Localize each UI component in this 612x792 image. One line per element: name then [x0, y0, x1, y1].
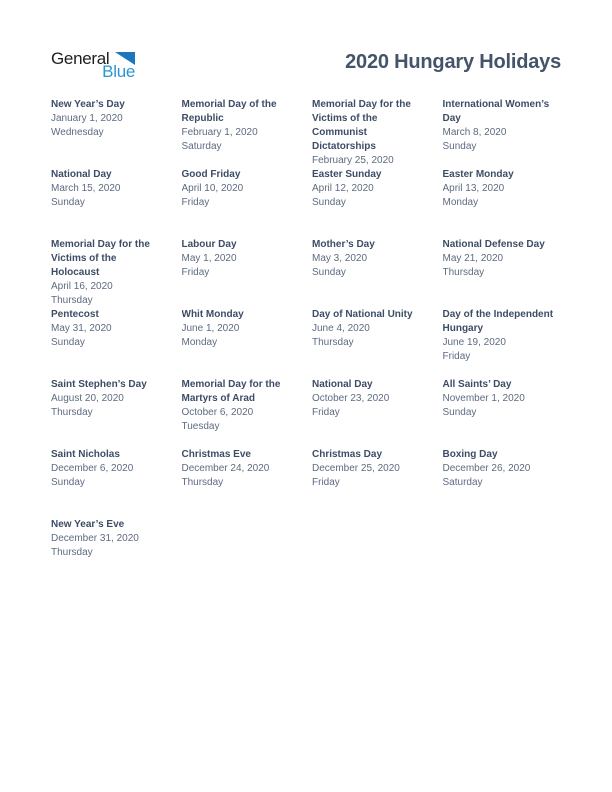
logo-text-blue: Blue [102, 62, 135, 81]
holiday-cell [312, 308, 424, 378]
holiday-cell [51, 98, 163, 168]
holiday-cell [443, 98, 555, 168]
holiday-date: February 25, 2020 [312, 155, 394, 166]
holiday-name: National Defense Day [442, 239, 545, 250]
holiday-cell [312, 448, 424, 518]
holiday-weekday: Sunday [312, 197, 346, 208]
holiday-date: January 1, 2020 [51, 113, 123, 124]
holiday-name: Whit Monday [181, 309, 244, 320]
holiday-name: All Saints’ Day [442, 379, 512, 390]
holiday-cell [182, 238, 294, 308]
holiday-cell [443, 238, 555, 308]
holiday-name: Good Friday [181, 169, 241, 180]
holiday-weekday: Saturday [442, 477, 483, 488]
holiday-date: December 31, 2020 [51, 533, 139, 544]
holiday-name: International Women’s Day [442, 99, 550, 124]
holiday-weekday: Thursday [312, 337, 354, 348]
holiday-weekday: Monday [181, 337, 218, 348]
holiday-date: April 13, 2020 [442, 183, 505, 194]
holiday-name: National Day [312, 379, 373, 390]
holiday-cell [182, 448, 294, 518]
holiday-weekday: Sunday [442, 141, 477, 152]
holiday-weekday: Friday [312, 407, 340, 418]
holiday-weekday: Thursday [51, 407, 93, 418]
holiday-weekday: Friday [442, 351, 471, 362]
holiday-date: October 23, 2020 [312, 393, 390, 404]
logo-text-general: General [51, 49, 110, 68]
holiday-name: Boxing Day [442, 449, 498, 460]
holiday-date: April 10, 2020 [181, 183, 244, 194]
holiday-weekday: Sunday [51, 337, 85, 348]
page-title: 2020 Hungary Holidays [345, 51, 561, 73]
holiday-cell [443, 378, 555, 448]
holiday-cell [443, 448, 555, 518]
holiday-weekday: Sunday [442, 407, 477, 418]
holiday-date: May 21, 2020 [442, 253, 504, 264]
general-blue-logo [51, 50, 135, 82]
holiday-date: February 1, 2020 [181, 127, 258, 138]
holiday-name: Memorial Day of the Republic [181, 99, 277, 124]
holiday-weekday: Thursday [51, 295, 93, 306]
holiday-date: June 1, 2020 [181, 323, 240, 334]
holiday-date: April 12, 2020 [312, 183, 374, 194]
holiday-name: Easter Monday [442, 169, 514, 180]
holiday-name: Saint Nicholas [51, 449, 120, 460]
holiday-cell [443, 308, 555, 378]
holiday-cell [312, 168, 424, 238]
holiday-date: October 6, 2020 [181, 407, 254, 418]
holiday-weekday: Thursday [181, 477, 224, 488]
holiday-weekday: Saturday [181, 141, 222, 152]
holiday-grid [51, 98, 573, 588]
holiday-cell [51, 518, 163, 588]
holiday-cell [51, 378, 163, 448]
holiday-weekday: Sunday [51, 477, 85, 488]
holiday-cell [312, 98, 424, 168]
holiday-cell [312, 238, 424, 308]
holiday-weekday: Thursday [51, 547, 93, 558]
holiday-date: December 6, 2020 [51, 463, 134, 474]
holiday-name: Easter Sunday [312, 169, 382, 180]
holiday-cell [182, 378, 294, 448]
holiday-weekday: Friday [181, 197, 210, 208]
holiday-date: December 25, 2020 [312, 463, 400, 474]
holiday-date: November 1, 2020 [442, 393, 525, 404]
holiday-name: New Year’s Day [51, 99, 125, 110]
holiday-name: Day of the Independent Hungary [442, 309, 554, 334]
holiday-name: Memorial Day for the Martyrs of Arad [181, 379, 281, 404]
holiday-cell [51, 238, 163, 308]
holiday-weekday: Tuesday [181, 421, 220, 432]
holiday-cell [182, 168, 294, 238]
holiday-name: New Year’s Eve [51, 519, 125, 530]
holiday-weekday: Friday [181, 267, 210, 278]
holiday-name: Memorial Day for the Victims of the Holocaust [51, 239, 150, 278]
holiday-weekday: Wednesday [51, 127, 104, 138]
holiday-name: Pentecost [51, 309, 99, 320]
holiday-date: December 26, 2020 [442, 463, 531, 474]
holiday-date: March 15, 2020 [51, 183, 121, 194]
holiday-weekday: Monday [442, 197, 479, 208]
holiday-cell [51, 308, 163, 378]
holiday-weekday: Friday [312, 477, 340, 488]
holiday-weekday: Sunday [312, 267, 346, 278]
holiday-name: Day of National Unity [312, 309, 413, 320]
holiday-cell [312, 378, 424, 448]
holiday-name: Christmas Day [312, 449, 383, 460]
holiday-name: Christmas Eve [181, 449, 251, 460]
holiday-cell [182, 308, 294, 378]
holiday-date: December 24, 2020 [181, 463, 270, 474]
holiday-date: June 19, 2020 [442, 337, 506, 348]
holiday-date: May 3, 2020 [312, 253, 368, 264]
holiday-cell [51, 448, 163, 518]
holiday-date: April 16, 2020 [51, 281, 113, 292]
holiday-date: March 8, 2020 [442, 127, 507, 138]
holiday-date: May 1, 2020 [181, 253, 237, 264]
holiday-cell [182, 98, 294, 168]
holiday-cell [51, 168, 163, 238]
holiday-date: June 4, 2020 [312, 323, 370, 334]
holiday-cell [443, 168, 555, 238]
holiday-weekday: Sunday [51, 197, 85, 208]
holiday-name: Labour Day [181, 239, 237, 250]
holiday-name: Memorial Day for the Victims of the Communist Dictatorships [312, 99, 411, 152]
holiday-date: August 20, 2020 [51, 393, 124, 404]
holiday-date: May 31, 2020 [51, 323, 112, 334]
holiday-name: National Day [51, 169, 112, 180]
holiday-name: Saint Stephen’s Day [51, 379, 147, 390]
holiday-name: Mother’s Day [312, 239, 375, 250]
holiday-weekday: Thursday [442, 267, 485, 278]
